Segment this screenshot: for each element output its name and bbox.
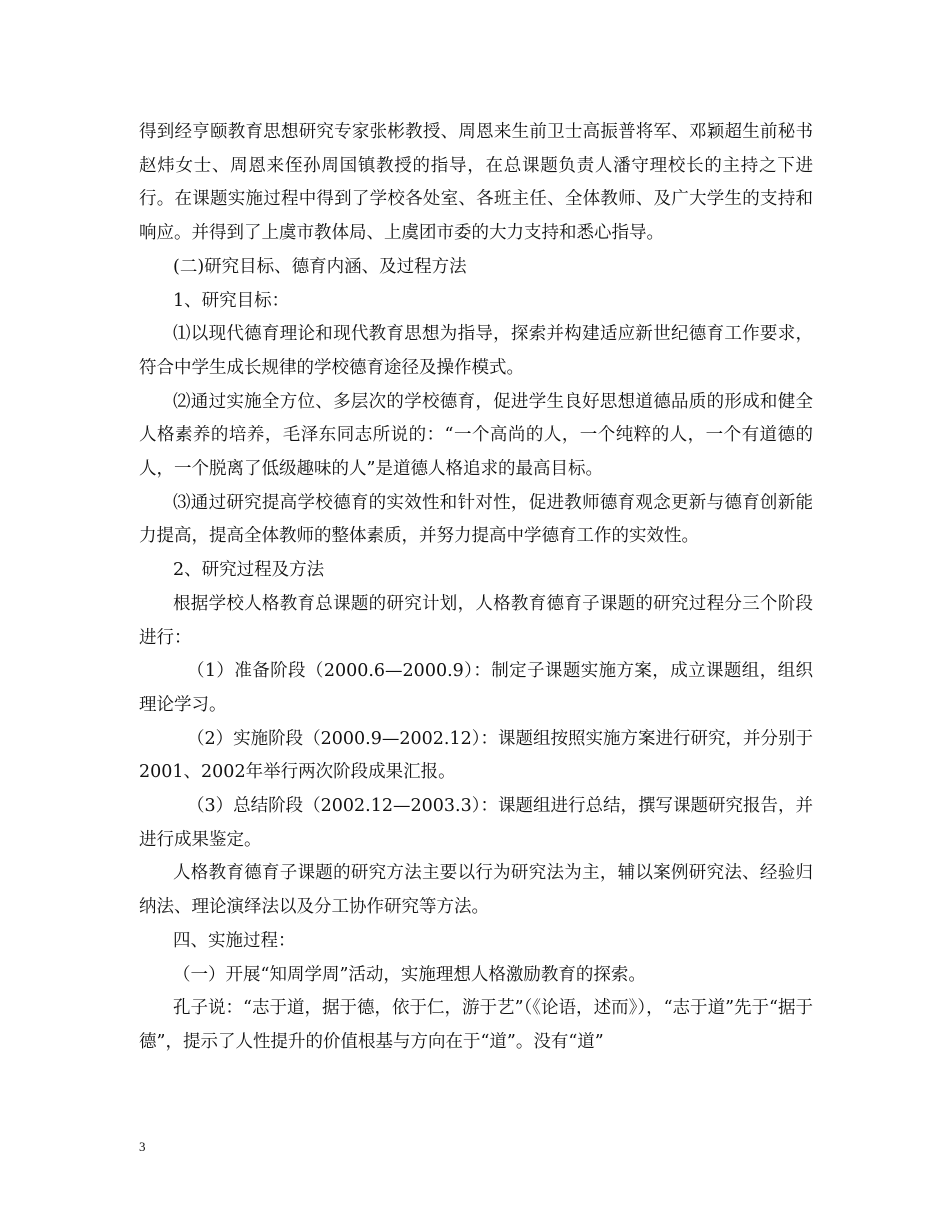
paragraph-stage-implementation: （2）实施阶段（2000.9—2002.12）：课题组按照实施方案进行研究，并分别于2001、2002年举行两次阶段成果汇报。 xyxy=(139,728,813,783)
paragraph-goal-1: ⑴以现代德育理论和现代教育思想为指导，探索并构建适应新世纪德育工作要求，符合中学生成长规律的学校德育途径及操作模式。 xyxy=(139,324,813,378)
paragraph-stage-preparation: （1）准备阶段（2000.6—2000.9）：制定子课题实施方案，成立课题组，组织理论学习。 xyxy=(139,661,813,715)
paragraph-goal-2: ⑵通过实施全方位、多层次的学校德育，促进学生良好思想道德品质的形成和健全人格素养的培养，毛泽东同志所说的：“一个高尚的人，一个纯粹的人，一个有道德的人，一个脱离了低级趣味的人”是道德人格追求的最高目标。 xyxy=(139,391,813,480)
heading-activity-one: （一）开展“知周学周”活动，实施理想人格激励教育的探索。 xyxy=(173,964,646,985)
heading-research-process: 2、研究过程及方法 xyxy=(173,560,325,581)
heading-implementation: 四、实施过程： xyxy=(173,930,296,951)
page-number: 3 xyxy=(139,1139,146,1154)
paragraph-goal-3: ⑶通过研究提高学校德育的实效性和针对性，促进教师德育观念更新与德育创新能力提高，提高全体教师的整体素质，并努力提高中学德育工作的实效性。 xyxy=(139,492,813,547)
heading-research-goals: 1、研究目标： xyxy=(173,290,290,311)
heading-research-goals-section: (二)研究目标、德育内涵、及过程方法 xyxy=(173,256,467,277)
paragraph-process-intro: 根据学校人格教育总课题的研究计划，人格教育德育子课题的研究过程分三个阶段进行： xyxy=(139,593,813,648)
paragraph-acknowledgement: 得到经亨颐教育思想研究专家张彬教授、周恩来生前卫士高振普将军、邓颖超生前秘书赵炜女士、周恩来侄孙周国镇教授的指导，在总课题负责人潘守理校长的主持之下进行。在课题实施过程中得到了学校各处室、各班主任、全体教师、及广大学生的支持和响应。并得到了上虞市教体局、上虞团市委的大力支持和悉心指导。 xyxy=(139,122,813,244)
document-body xyxy=(139,116,813,1060)
paragraph-confucius-quote: 孔子说：“志于道，据于德，依于仁，游于艺”（《论语，述而》），“志于道”先于“据于德”，提示了人性提升的价值根基与方向在于“道”。没有“道” xyxy=(139,998,813,1052)
paragraph-research-methods: 人格教育德育子课题的研究方法主要以行为研究法为主，辅以案例研究法、经验归纳法、理论演绎法以及分工协作研究等方法。 xyxy=(139,863,813,918)
paragraph-stage-summary: （3）总结阶段（2002.12—2003.3）：课题组进行总结，撰写课题研究报告，并进行成果鉴定。 xyxy=(139,796,813,850)
